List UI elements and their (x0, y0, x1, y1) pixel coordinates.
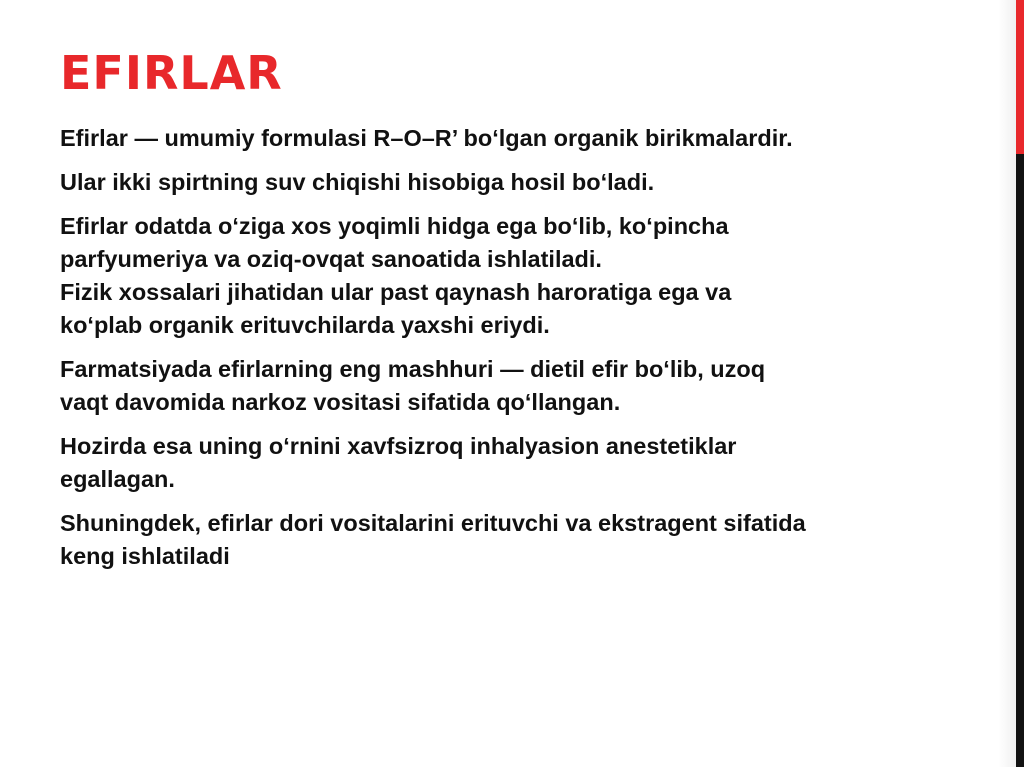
text-line: Ular ikki spirtning suv chiqishi hisobiga hosil bo‘ladi. (60, 169, 655, 195)
paragraph-pharmacy (60, 353, 990, 419)
text-line: parfyumeriya va oziq-ovqat sanoatida ishlatiladi. (60, 246, 602, 272)
paragraph-solvents (60, 507, 990, 573)
text-line: Hozirda esa uning o‘rnini xavfsizroq inhalyasion anestetiklar (60, 433, 737, 459)
paragraph-properties (60, 210, 990, 342)
text-line: Farmatsiyada efirlarning eng mashhuri — dietil efir bo‘lib, uzoq (60, 356, 766, 382)
text-line: Efirlar odatda o‘ziga xos yoqimli hidga ega bo‘lib, ko‘pincha (60, 213, 729, 239)
paragraph-definition (60, 122, 990, 155)
accent-bar-black (1016, 154, 1024, 767)
slide-title: EFIRLAR (60, 46, 283, 100)
text-line: egallagan. (60, 466, 175, 492)
text-line: Efirlar — umumiy formulasi R–O–R’ bo‘lgan organik birikmalardir. (60, 125, 793, 151)
edge-shadow (998, 0, 1016, 767)
text-line: vaqt davomida narkoz vositasi sifatida qo‘llangan. (60, 389, 621, 415)
slide-body (60, 122, 990, 584)
text-line: keng ishlatiladi (60, 543, 230, 569)
text-line: Shuningdek, efirlar dori vositalarini erituvchi va ekstragent sifatida (60, 510, 806, 536)
text-line: ko‘plab organik erituvchilarda yaxshi eriydi. (60, 312, 550, 338)
text-line: Fizik xossalari jihatidan ular past qaynash haroratiga ega va (60, 279, 732, 305)
paragraph-formation (60, 166, 990, 199)
paragraph-current-use (60, 430, 990, 496)
accent-bar-red (1016, 0, 1024, 154)
